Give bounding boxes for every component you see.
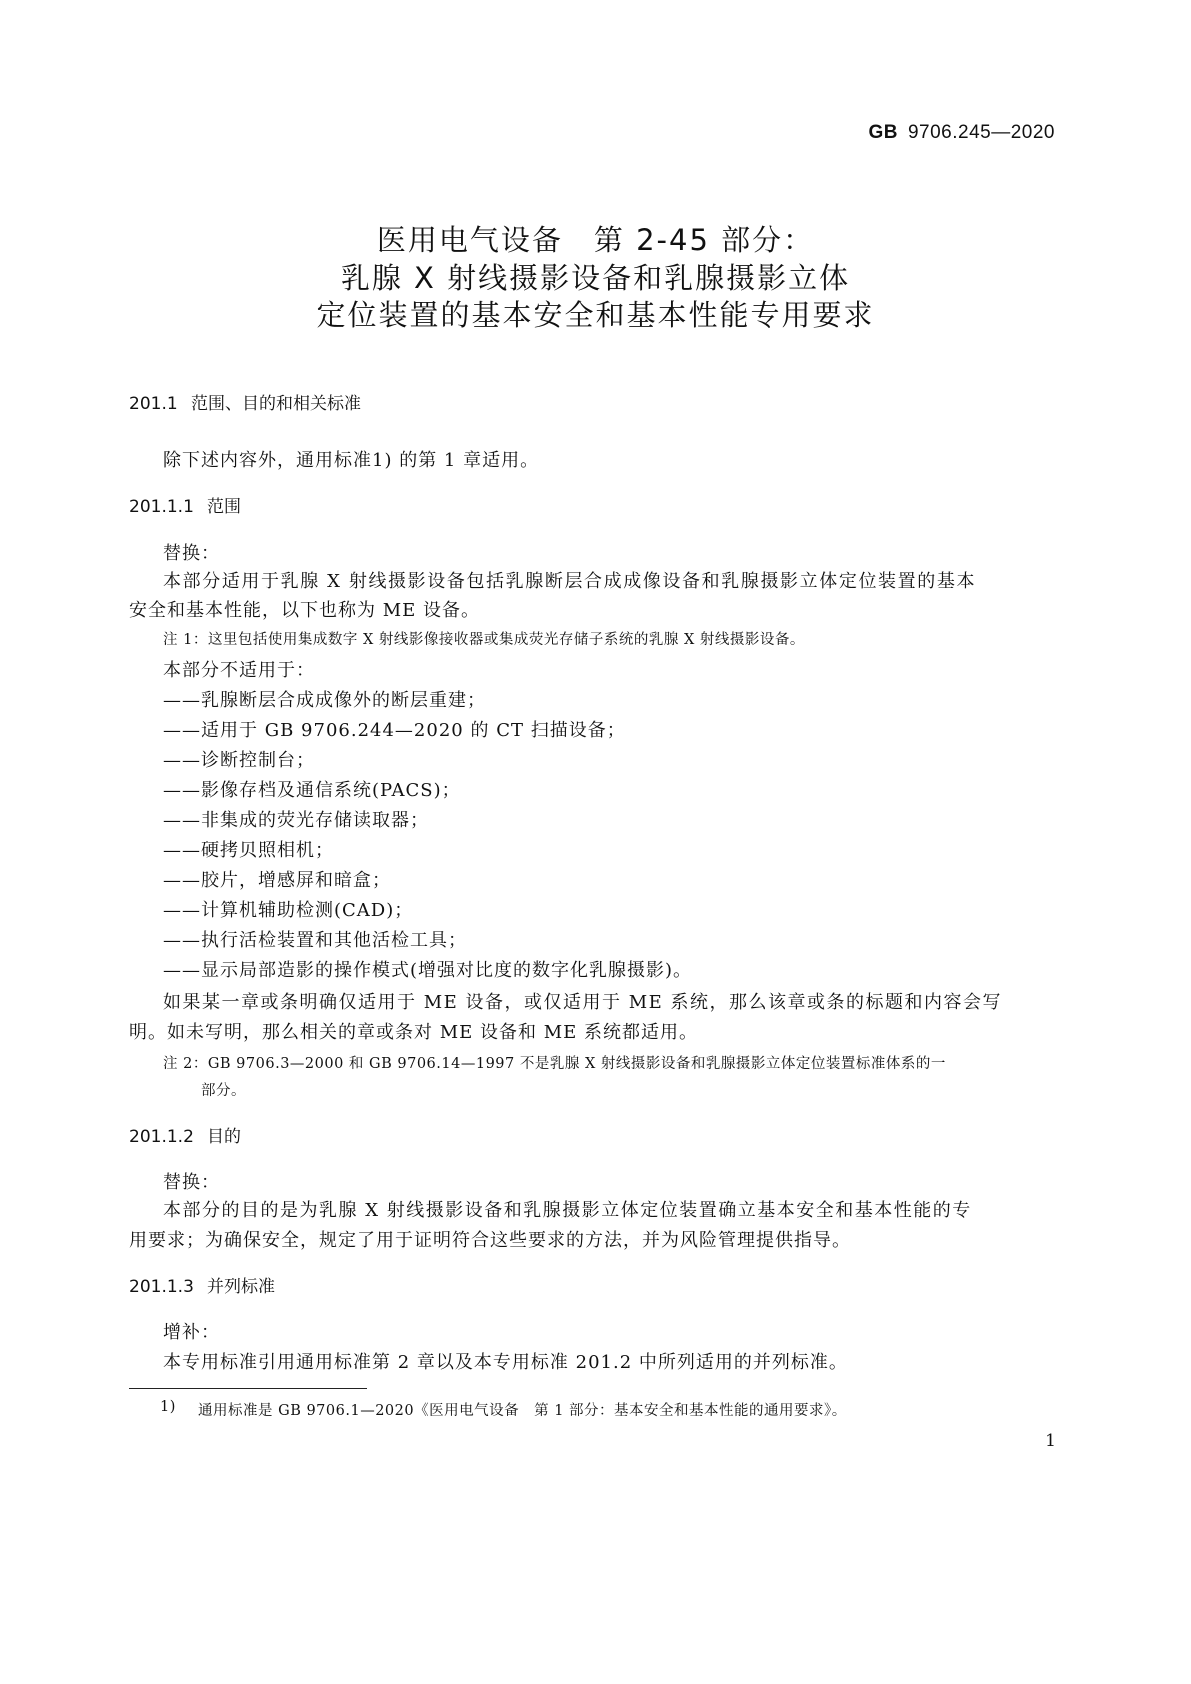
scope-paragraph-line-1: 本部分适用于乳腺 X 射线摄影设备包括乳腺断层合成成像设备和乳腺摄影立体定位装置的基本 xyxy=(163,571,977,592)
standard-code xyxy=(868,122,1055,144)
heading-201-1 xyxy=(129,389,361,414)
section-number: 201.1.3 xyxy=(129,1277,194,1297)
page-number: 1 xyxy=(1045,1431,1056,1451)
scope-paragraph-line-2: 安全和基本性能，以下也称为 ME 设备。 xyxy=(129,600,481,621)
section-title: 范围、目的和相关标准 xyxy=(191,394,361,414)
supplement-label: 增补： xyxy=(163,1322,220,1343)
note-2-continuation: 部分。 xyxy=(201,1083,246,1099)
section-title: 并列标准 xyxy=(207,1277,275,1297)
purpose-paragraph-line-1: 本部分的目的是为乳腺 X 射线摄影设备和乳腺摄影立体定位装置确立基本安全和基本性能的专 xyxy=(163,1200,972,1221)
purpose-paragraph-line-2: 用要求；为确保安全，规定了用于证明符合这些要求的方法，并为风险管理提供指导。 xyxy=(129,1230,851,1251)
replace-label: 替换： xyxy=(163,543,220,564)
title-line-2: 乳腺 X 射线摄影设备和乳腺摄影立体 xyxy=(340,261,851,295)
applicability-paragraph-line-1: 如果某一章或条明确仅适用于 ME 设备，或仅适用于 ME 系统，那么该章或条的标题和内容会写 xyxy=(163,992,1003,1013)
title-line-3: 定位装置的基本安全和基本性能专用要求 xyxy=(316,298,875,332)
exclusion-item: ——乳腺断层合成成像外的断层重建； xyxy=(163,690,486,711)
section-title: 范围 xyxy=(207,497,241,517)
collateral-paragraph: 本专用标准引用通用标准第 2 章以及本专用标准 201.2 中所列适用的并列标准。 xyxy=(163,1352,848,1373)
section-title: 目的 xyxy=(207,1127,241,1147)
footnote-text: 通用标准是 GB 9706.1—2020《医用电气设备 第 1 部分：基本安全和基本性能的通用要求》。 xyxy=(198,1403,847,1419)
exclusion-item: ——非集成的荧光存储读取器； xyxy=(163,810,429,831)
exclusion-item: ——影像存档及通信系统(PACS)； xyxy=(163,780,461,801)
footnote-mark: 1) xyxy=(160,1399,176,1415)
standard-prefix: GB xyxy=(868,122,898,143)
exclusion-item: ——适用于 GB 9706.244—2020 的 CT 扫描设备； xyxy=(163,720,626,741)
exclusion-item: ——胶片，增感屏和暗盒； xyxy=(163,870,391,891)
exclusion-item: ——显示局部造影的操作模式(增强对比度的数字化乳腺摄影)。 xyxy=(163,960,693,981)
title-line-1: 医用电气设备 第 2-45 部分： xyxy=(376,223,815,257)
exclusion-item: ——执行活检装置和其他活检工具； xyxy=(163,930,467,951)
note-2: 注 2：GB 9706.3—2000 和 GB 9706.14—1997 不是乳腺 X 射线摄影设备和乳腺摄影立体定位装置标准体系的一 xyxy=(163,1056,946,1072)
section-number: 201.1.1 xyxy=(129,497,194,517)
exclusion-item: ——硬拷贝照相机； xyxy=(163,840,334,861)
exclusion-item: ——诊断控制台； xyxy=(163,750,315,771)
replace-label: 替换： xyxy=(163,1172,220,1193)
heading-201-1-1 xyxy=(129,492,241,517)
section-number: 201.1.2 xyxy=(129,1127,194,1147)
applicability-paragraph-line-2: 明。如未写明，那么相关的章或条对 ME 设备和 ME 系统都适用。 xyxy=(129,1022,699,1043)
section-number: 201.1 xyxy=(129,394,178,414)
standard-number: 9706.245—2020 xyxy=(907,122,1055,143)
not-apply-label: 本部分不适用于： xyxy=(163,660,315,681)
heading-201-1-3 xyxy=(129,1272,275,1297)
exclusion-item: ——计算机辅助检测(CAD)； xyxy=(163,900,414,921)
heading-201-1-2 xyxy=(129,1122,241,1147)
note-1: 注 1：这里包括使用集成数字 X 射线影像接收器或集成荧光存储子系统的乳腺 X 射线摄影设备。 xyxy=(163,632,805,648)
footnote-separator xyxy=(129,1388,367,1389)
paragraph-general: 除下述内容外，通用标准1) 的第 1 章适用。 xyxy=(163,450,540,471)
